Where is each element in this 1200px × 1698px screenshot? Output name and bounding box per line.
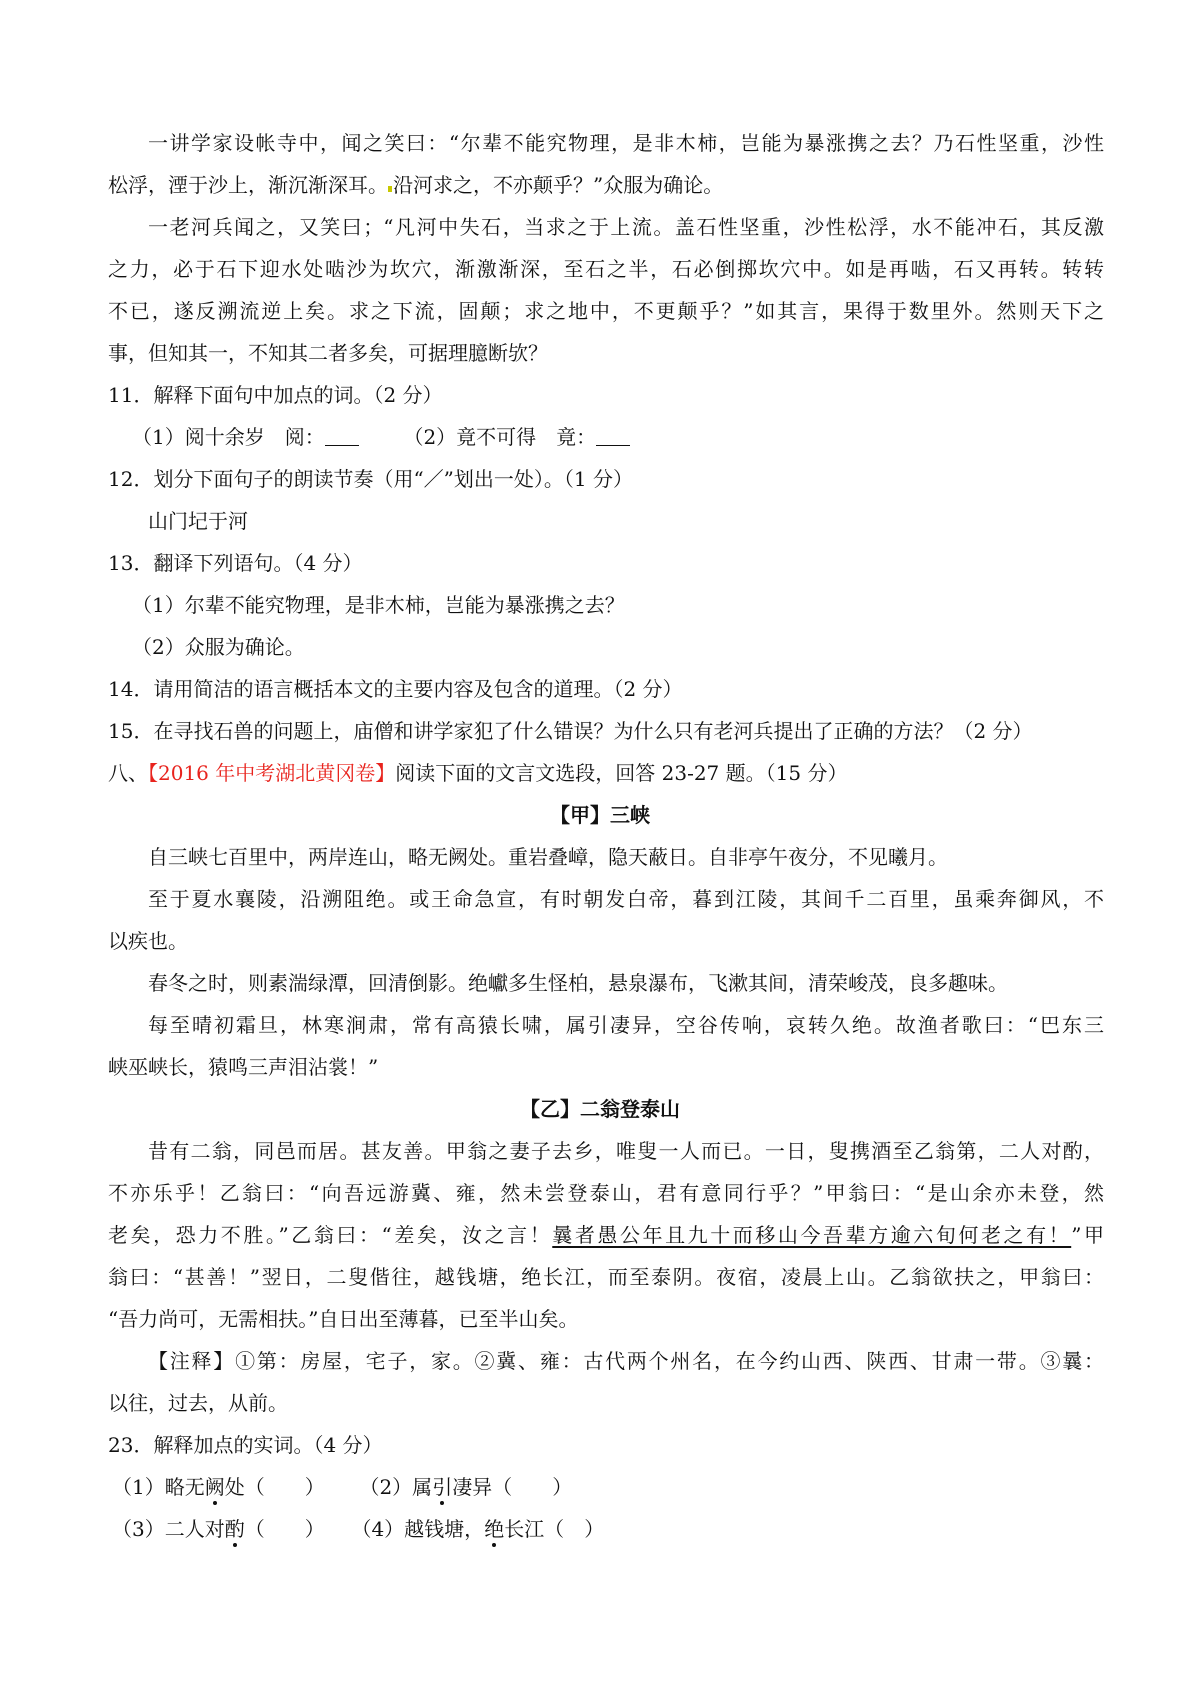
question-13-item-2: （2）众服为确论。 xyxy=(132,635,305,659)
question-14: 14．请用简洁的语言概括本文的主要内容及包含的道理。（2 分） xyxy=(108,677,683,701)
notes-line: 以往，过去，从前。 xyxy=(108,1391,288,1415)
passage-line: 峡巫峡长，猿鸣三声泪沾裳！” xyxy=(108,1055,379,1079)
question-11: 11．解释下面句中加点的词。（2 分） xyxy=(108,383,443,407)
dotted-word: 阙 xyxy=(204,1475,225,1499)
notes-line: 【注释】①第：房屋，宅子，家。②冀、雍：古代两个州名，在今约山西、陕西、甘肃一带。③曩： xyxy=(148,1349,1104,1373)
passage-line: 不已，遂反溯流逆上矣。求之下流，固颠；求之地中，不更颠乎？”如其言，果得于数里外。然则天下之 xyxy=(108,299,1104,323)
passage-line: 之力，必于石下迎水处啮沙为坎穴，渐激渐深，至石之半，石必倒掷坎穴中。如是再啮，石又再转。转转 xyxy=(108,257,1104,281)
passage-line: 自三峡七百里中，两岸连山，略无阙处。重岩叠嶂，隐天蔽日。自非亭午夜分，不见曦月。 xyxy=(148,845,948,869)
dotted-word: 引 xyxy=(432,1475,453,1499)
section-8-heading: 八、【2016 年中考湖北黄冈卷】阅读下面的文言文选段，回答 23-27 题。（15 分） xyxy=(108,761,848,785)
question-23-row-1: （1）略无阙处（ ） （2）属引凄异（ ） xyxy=(112,1475,573,1499)
passage-line: “吾力尚可，无需相扶。”自日出至薄暮，已至半山矣。 xyxy=(108,1307,579,1331)
passage-line: 老矣，恐力不胜。”乙翁曰：“差矣，汝之言！曩者愚公年且九十而移山今吾辈方逾六旬何老之有！”甲 xyxy=(108,1223,1104,1247)
dotted-word: 酌 xyxy=(224,1517,245,1541)
question-12-sentence: 山门圮于河 xyxy=(148,509,248,533)
passage-line: 春冬之时，则素湍绿潭，回清倒影。绝巘多生怪柏，悬泉瀑布，飞漱其间，清荣峻茂，良多趣味。 xyxy=(148,971,1008,995)
title-yi: 【乙】二翁登泰山 xyxy=(520,1097,680,1121)
dotted-word: 绝 xyxy=(484,1517,505,1541)
title-jia: 【甲】三峡 xyxy=(550,803,650,827)
question-13-item-1: （1）尔辈不能究物理，是非木柿，岂能为暴涨携之去？ xyxy=(132,593,625,617)
passage-line: 至于夏水襄陵，沿溯阻绝。或王命急宣，有时朝发白帝，暮到江陵，其间千二百里，虽乘奔御风，不 xyxy=(148,887,1104,911)
source-tag: 【2016 年中考湖北黄冈卷】 xyxy=(148,761,396,785)
question-23-row-2: （3）二人对酌（ ） （4）越钱塘，绝长江（ ） xyxy=(112,1517,605,1541)
question-12: 12．划分下面句子的朗读节奏（用“／”划出一处）。（1 分） xyxy=(108,467,633,491)
passage-line: 事，但知其一，不知其二者多矣，可据理臆断欤？ xyxy=(108,341,548,365)
passage-line: 翁曰：“甚善！”翌日，二叟偕往，越钱塘，绝长江，而至泰阴。夜宿，凌晨上山。乙翁欲扶之，甲翁曰： xyxy=(108,1265,1104,1289)
answer-blank-2[interactable] xyxy=(596,427,630,446)
passage-line: 一讲学家设帐寺中，闻之笑曰：“尔辈不能究物理，是非木柿，岂能为暴涨携之去？乃石性坚重，沙性 xyxy=(148,131,1104,155)
highlight-marker xyxy=(388,186,392,192)
passage-line: 以疾也。 xyxy=(108,929,188,953)
passage-line: 每至晴初霜旦，林寒涧肃，常有高猿长啸，属引凄异，空谷传响，哀转久绝。故渔者歌曰：“巴东三 xyxy=(148,1013,1104,1037)
question-15: 15．在寻找石兽的问题上，庙僧和讲学家犯了什么错误？为什么只有老河兵提出了正确的方法？（2 分） xyxy=(108,719,1033,743)
question-13: 13．翻译下列语句。（4 分） xyxy=(108,551,363,575)
underlined-sentence: 曩者愚公年且九十而移山今吾辈方逾六旬何老之有！ xyxy=(552,1223,1072,1247)
passage-line: 松浮，湮于沙上，渐沉渐深耳。 沿河求之，不亦颠乎？”众服为确论。 xyxy=(108,173,724,197)
question-11-items: （1）阅十余岁 阅： （2）竟不可得 竟： xyxy=(132,422,630,452)
question-23: 23．解释加点的实词。（4 分） xyxy=(108,1433,383,1457)
passage-line: 昔有二翁，同邑而居。甚友善。甲翁之妻子去乡，唯叟一人而已。一日，叟携酒至乙翁第，二人对酌， xyxy=(148,1139,1104,1163)
passage-line: 不亦乐乎！乙翁曰：“向吾远游冀、雍，然未尝登泰山，君有意同行乎？”甲翁曰：“是山余亦未登，然 xyxy=(108,1181,1104,1205)
answer-blank-1[interactable] xyxy=(325,427,359,446)
passage-line: 一老河兵闻之，又笑曰；“凡河中失石，当求之于上流。盖石性坚重，沙性松浮，水不能冲石，其反激 xyxy=(148,215,1104,239)
